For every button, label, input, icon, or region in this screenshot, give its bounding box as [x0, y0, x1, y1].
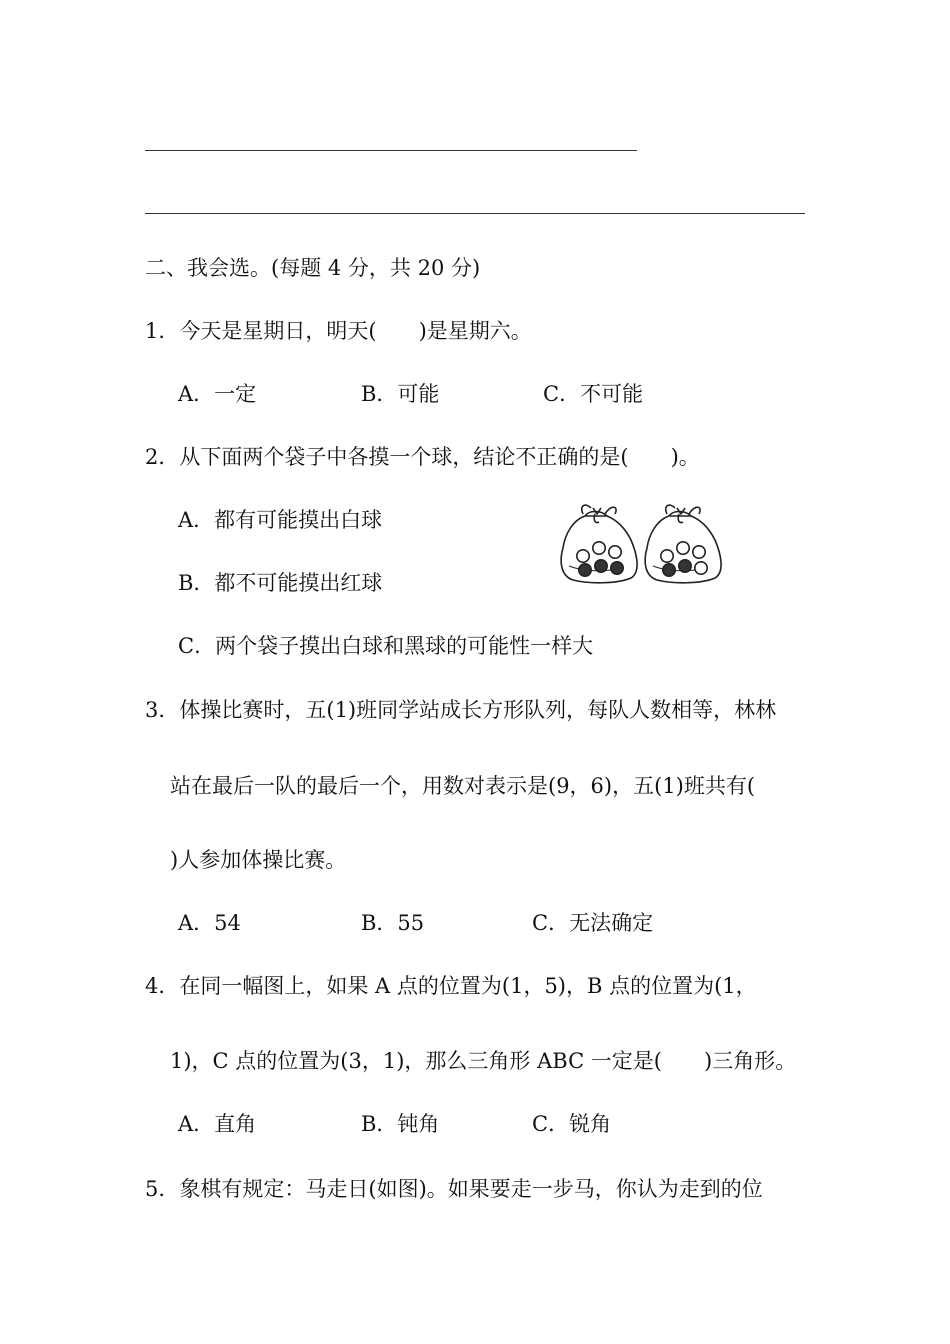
question-text: 今天是星期日，明天( )是星期六。	[179, 319, 532, 343]
black-ball	[595, 560, 607, 572]
q2-option-b: B．都不可能摸出红球	[178, 571, 383, 595]
question-4-line-2: 1)，C 点的位置为(3，1)，那么三角形 ABC 一定是( )三角形。	[170, 1049, 797, 1073]
question-1	[145, 317, 532, 345]
question-2	[145, 443, 700, 471]
section-header: 二、我会选。(每题 4 分，共 20 分)	[145, 256, 481, 280]
q4-option-a: A．直角	[178, 1112, 257, 1136]
black-ball	[579, 564, 591, 576]
q3-option-c: C．无法确定	[532, 911, 654, 935]
question-text: 体操比赛时，五(1)班同学站成长方形队列，每队人数相等，林林	[179, 698, 777, 722]
q3-option-b: B．55	[361, 911, 425, 935]
two-ball-bags-illustration	[555, 496, 725, 592]
q2-option-c: C．两个袋子摸出白球和黑球的可能性一样大	[178, 634, 594, 658]
white-ball	[661, 550, 673, 562]
question-text: 从下面两个袋子中各摸一个球，结论不正确的是( )。	[179, 445, 700, 469]
bag-left	[561, 505, 637, 583]
bag-right	[645, 505, 721, 583]
question-text: 象棋有规定：马走日(如图)。如果要走一步马，你认为走到的位	[179, 1177, 763, 1201]
black-ball	[611, 562, 623, 574]
question-3-line-2: 站在最后一队的最后一个，用数对表示是(9，6)，五(1)班共有(	[170, 774, 756, 798]
q1-option-a: A．一定	[178, 382, 257, 406]
question-number: 3．	[145, 698, 180, 722]
black-ball	[679, 560, 691, 572]
q4-option-b: B．钝角	[361, 1112, 440, 1136]
white-ball	[695, 562, 707, 574]
question-text: 在同一幅图上，如果 A 点的位置为(1，5)，B 点的位置为(1，	[179, 974, 757, 998]
question-4	[145, 972, 757, 1000]
q4-option-c: C．锐角	[532, 1112, 612, 1136]
question-number: 1．	[145, 319, 180, 343]
white-ball	[577, 550, 589, 562]
question-number: 2．	[145, 445, 180, 469]
white-ball	[693, 546, 705, 558]
answer-line-2	[145, 213, 805, 214]
question-number: 5．	[145, 1177, 180, 1201]
q2-option-a: A．都有可能摸出白球	[178, 508, 383, 532]
q1-option-b: B．可能	[361, 382, 440, 406]
q3-option-a: A．54	[178, 911, 241, 935]
question-3-line-3: )人参加体操比赛。	[170, 848, 347, 872]
white-ball	[677, 542, 689, 554]
question-3	[145, 696, 776, 724]
white-ball	[593, 542, 605, 554]
black-ball	[663, 564, 675, 576]
q1-option-c: C．不可能	[543, 382, 644, 406]
white-ball	[609, 546, 621, 558]
question-5	[145, 1175, 763, 1203]
question-number: 4．	[145, 974, 180, 998]
answer-line-1	[145, 150, 637, 151]
